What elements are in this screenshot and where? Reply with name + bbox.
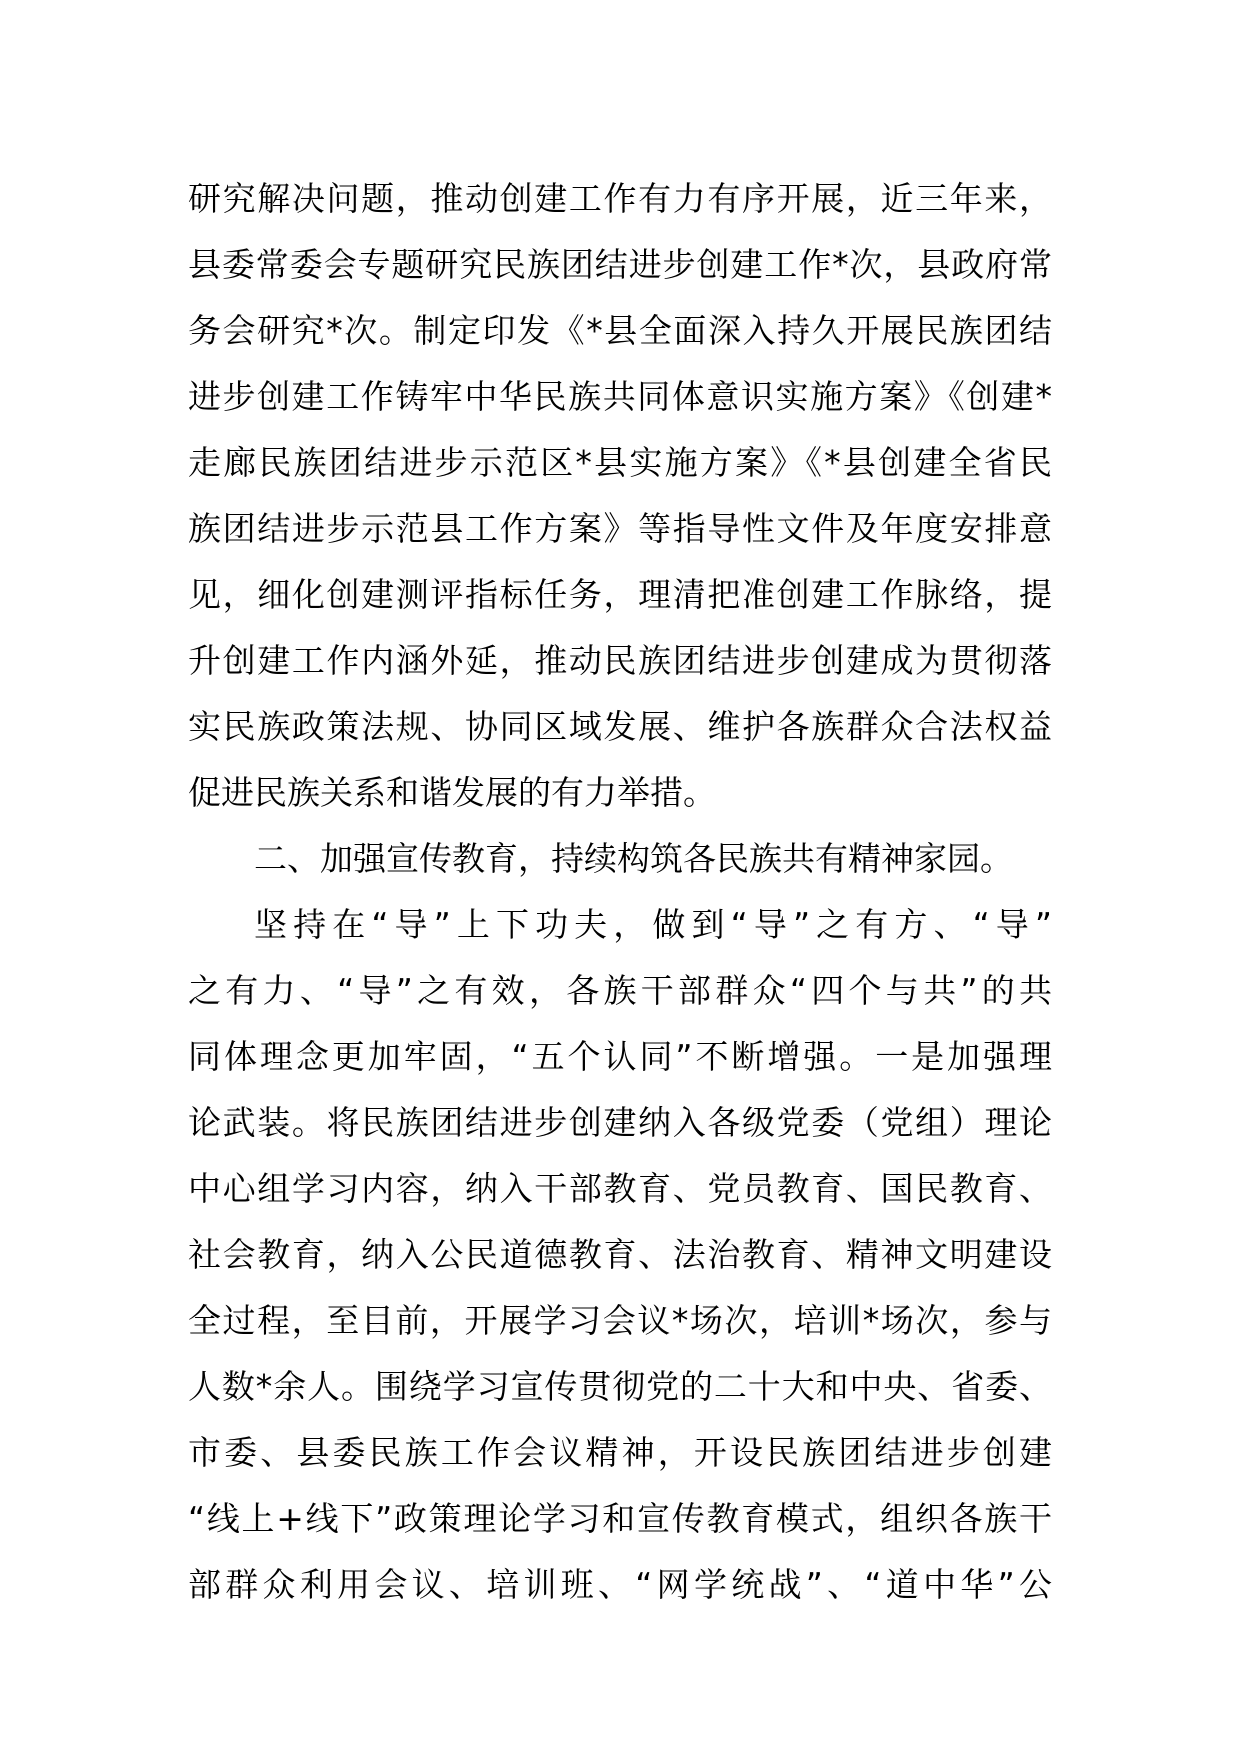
- text-line: 社会教育，纳入公民道德教育、法治教育、精神文明建设: [188, 1235, 1052, 1274]
- text-line: 实民族政策法规、协同区域发展、维护各族群众合法权益: [188, 707, 1052, 746]
- text-line: 论武装。将民族团结进步创建纳入各级党委（党组）理论: [188, 1103, 1052, 1142]
- text-line: 人数*余人。围绕学习宣传贯彻党的二十大和中央、省委、: [188, 1367, 1052, 1406]
- text-line: 务会研究*次。制定印发《*县全面深入持久开展民族团结: [188, 311, 1052, 350]
- text-line: 族团结进步示范县工作方案》等指导性文件及年度安排意: [188, 509, 1052, 548]
- paragraph-first-line: 坚持在“导”上下功夫，做到“导”之有方、“导”: [254, 905, 1052, 944]
- section-heading: 二、加强宣传教育，持续构筑各民族共有精神家园。: [254, 839, 1013, 878]
- text-line: 部群众利用会议、培训班、“网学统战”、“道中华”公: [188, 1565, 1052, 1604]
- text-line: 全过程，至目前，开展学习会议*场次，培训*场次，参与: [188, 1301, 1052, 1340]
- text-line: “线上+线下”政策理论学习和宣传教育模式，组织各族干: [188, 1499, 1052, 1538]
- text-line: 市委、县委民族工作会议精神，开设民族团结进步创建: [188, 1433, 1052, 1472]
- paragraph-end-line: 促进民族关系和谐发展的有力举措。: [188, 773, 716, 812]
- text-line: 进步创建工作铸牢中华民族共同体意识实施方案》《创建*: [188, 377, 1052, 416]
- text-line: 研究解决问题，推动创建工作有力有序开展，近三年来，: [188, 179, 1052, 218]
- text-line: 升创建工作内涵外延，推动民族团结进步创建成为贯彻落: [188, 641, 1052, 680]
- text-line: 见，细化创建测评指标任务，理清把准创建工作脉络，提: [188, 575, 1052, 614]
- text-line: 之有力、“导”之有效，各族干部群众“四个与共”的共: [188, 971, 1052, 1010]
- text-line: 走廊民族团结进步示范区*县实施方案》《*县创建全省民: [188, 443, 1052, 482]
- text-line: 同体理念更加牢固，“五个认同”不断增强。一是加强理: [188, 1037, 1052, 1076]
- text-line: 县委常委会专题研究民族团结进步创建工作*次，县政府常: [188, 245, 1052, 284]
- body-text: [188, 166, 1052, 1618]
- text-line: 中心组学习内容，纳入干部教育、党员教育、国民教育、: [188, 1169, 1052, 1208]
